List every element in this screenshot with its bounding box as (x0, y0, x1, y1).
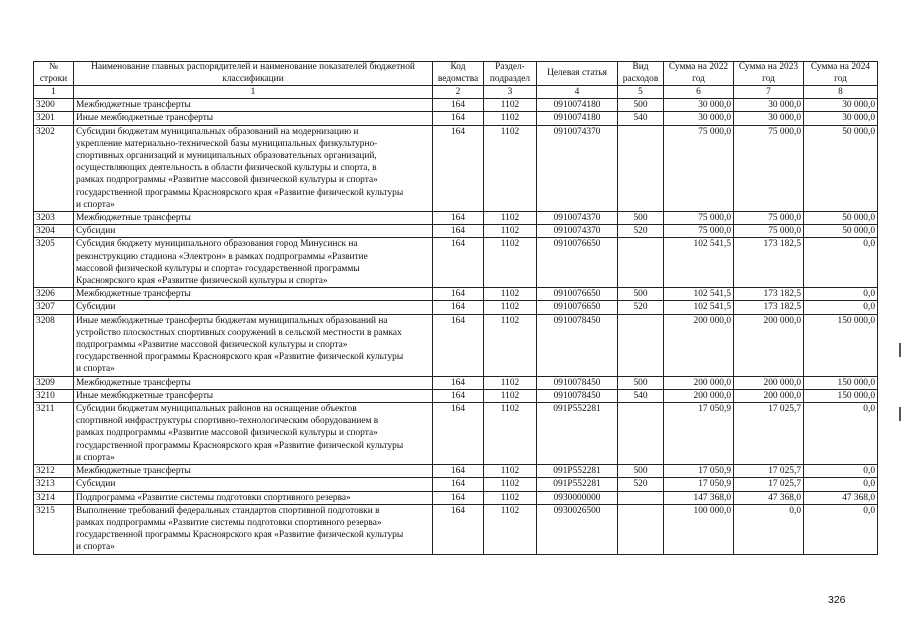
header-sum-2022: Сумма на 2022 год (664, 62, 734, 86)
cell-sum-2022: 102 541,5 (664, 301, 734, 314)
cell-row-no: 3212 (34, 465, 74, 478)
cell-sum-2022: 17 050,9 (664, 478, 734, 491)
cell-dept-code: 164 (433, 465, 484, 478)
header-sum-2024: Сумма на 2024 год (804, 62, 878, 86)
cell-sum-2022: 17 050,9 (664, 403, 734, 465)
cell-sum-2022: 200 000,0 (664, 314, 734, 376)
cell-exp-type: 520 (618, 225, 664, 238)
cell-sum-2023: 30 000,0 (734, 99, 804, 112)
cell-target: 0910074180 (537, 99, 618, 112)
cell-sum-2024: 150 000,0 (804, 314, 878, 376)
cell-dept-code: 164 (433, 288, 484, 301)
cell-name (74, 99, 433, 112)
cell-name (74, 389, 433, 402)
name-line: Красноярского края «Развитие физической культуры и спорта» (76, 276, 328, 287)
name-line: спортивных организаций и муниципальных образовательных организаций, (76, 151, 377, 162)
cell-section: 1102 (484, 112, 537, 125)
cell-sum-2024: 0,0 (804, 301, 878, 314)
cell-sum-2023: 0,0 (734, 504, 804, 554)
name-line: Межбюджетные трансферты (76, 100, 191, 111)
page-number: 326 (828, 594, 846, 606)
cell-name (74, 504, 433, 554)
cell-target: 091P552281 (537, 465, 618, 478)
table-row (34, 238, 878, 288)
cell-target: 0910078450 (537, 314, 618, 376)
cell-name (74, 403, 433, 465)
name-line: Иные межбюджетные трансферты (76, 113, 214, 124)
cell-section: 1102 (484, 301, 537, 314)
cell-sum-2024: 50 000,0 (804, 212, 878, 225)
header-dept-code: Код ведомства (433, 62, 484, 86)
table-body (34, 99, 878, 554)
column-number: 5 (618, 86, 664, 99)
name-line: и спорта» (76, 199, 115, 210)
name-line: Межбюджетные трансферты (76, 289, 191, 300)
cell-name (74, 376, 433, 389)
cell-sum-2024: 0,0 (804, 465, 878, 478)
cell-row-no: 3202 (34, 125, 74, 211)
header-exp-type: Вид расходов (618, 62, 664, 86)
cell-name (74, 478, 433, 491)
table-row (34, 403, 878, 465)
cell-row-no: 3200 (34, 99, 74, 112)
cell-row-no: 3214 (34, 491, 74, 504)
cell-name (74, 212, 433, 225)
table-row (34, 288, 878, 301)
name-line: и спорта» (76, 542, 115, 553)
name-line: Иные межбюджетные трансферты (76, 390, 214, 401)
name-line: и спорта» (76, 452, 115, 463)
name-line: государственной программы Красноярского края «Развитие физической культуры (76, 187, 404, 198)
cell-name (74, 288, 433, 301)
cell-sum-2024: 150 000,0 (804, 389, 878, 402)
cell-sum-2024: 150 000,0 (804, 376, 878, 389)
name-line: Межбюджетные трансферты (76, 466, 191, 477)
cell-sum-2023: 30 000,0 (734, 112, 804, 125)
column-number: 8 (804, 86, 878, 99)
table-row (34, 125, 878, 211)
cell-sum-2022: 75 000,0 (664, 212, 734, 225)
name-line: Субсидия бюджету муниципального образования город Минусинск на (76, 239, 358, 250)
cell-exp-type (618, 403, 664, 465)
table-row (34, 376, 878, 389)
cell-row-no: 3206 (34, 288, 74, 301)
cell-sum-2022: 147 368,0 (664, 491, 734, 504)
cell-sum-2022: 75 000,0 (664, 225, 734, 238)
cell-dept-code: 164 (433, 225, 484, 238)
name-line: Субсидии бюджетам муниципальных образований на модернизацию и (76, 126, 359, 137)
table-row (34, 465, 878, 478)
scan-edge-mark (899, 343, 901, 357)
cell-sum-2023: 200 000,0 (734, 376, 804, 389)
cell-exp-type (618, 491, 664, 504)
cell-name (74, 125, 433, 211)
table-row (34, 389, 878, 402)
name-line: спортивной инфраструктуры спортивно-технологическим оборудованием в (76, 416, 379, 427)
name-line: Субсидии (76, 302, 116, 313)
cell-dept-code: 164 (433, 478, 484, 491)
cell-name (74, 238, 433, 288)
column-number: 1 (74, 86, 433, 99)
cell-sum-2023: 200 000,0 (734, 389, 804, 402)
name-line: устройство плоскостных спортивных сооружений в сельской местности в рамках (76, 327, 402, 338)
name-line: Субсидии (76, 226, 116, 237)
cell-section: 1102 (484, 125, 537, 211)
cell-target: 0910074370 (537, 125, 618, 211)
cell-name (74, 301, 433, 314)
cell-row-no: 3207 (34, 301, 74, 314)
table-row (34, 314, 878, 376)
name-line: и спорта» (76, 364, 115, 375)
cell-exp-type: 500 (618, 212, 664, 225)
column-number: 3 (484, 86, 537, 99)
cell-dept-code: 164 (433, 504, 484, 554)
cell-section: 1102 (484, 376, 537, 389)
column-number-row (34, 86, 878, 99)
cell-target: 0930026500 (537, 504, 618, 554)
cell-exp-type: 540 (618, 112, 664, 125)
cell-name (74, 465, 433, 478)
name-line: государственной программы Красноярского края «Развитие физической культуры (76, 530, 404, 541)
name-line: рамках подпрограммы «Развитие массовой физической культуры и спорта» (76, 175, 378, 186)
cell-dept-code: 164 (433, 238, 484, 288)
cell-exp-type: 500 (618, 465, 664, 478)
cell-row-no: 3205 (34, 238, 74, 288)
name-line: государственной программы Красноярского края «Развитие физической культуры (76, 440, 404, 451)
cell-section: 1102 (484, 99, 537, 112)
cell-dept-code: 164 (433, 125, 484, 211)
cell-sum-2023: 17 025,7 (734, 403, 804, 465)
cell-target: 0910076650 (537, 301, 618, 314)
name-line: реконструкцию стадиона «Электрон» в рамках подпрограммы «Развитие (76, 251, 368, 262)
name-line: укрепление материально-технической базы муниципальных физкультурно- (76, 138, 378, 149)
header-section: Раздел- подраздел (484, 62, 537, 86)
cell-sum-2024: 0,0 (804, 403, 878, 465)
name-line: рамках подпрограммы «Развитие системы подготовки спортивного резерва» (76, 517, 382, 528)
table-row (34, 478, 878, 491)
cell-row-no: 3201 (34, 112, 74, 125)
cell-sum-2022: 200 000,0 (664, 389, 734, 402)
name-line: Выполнение требований федеральных стандартов спортивной подготовки в (76, 505, 380, 516)
name-line: Иные межбюджетные трансферты бюджетам муниципальных образований на (76, 315, 388, 326)
name-line: государственной программы Красноярского края «Развитие физической культуры (76, 352, 404, 363)
cell-target: 0910078450 (537, 376, 618, 389)
name-line: Субсидии (76, 479, 116, 490)
table-row (34, 491, 878, 504)
cell-sum-2023: 200 000,0 (734, 314, 804, 376)
table-row (34, 212, 878, 225)
cell-sum-2024: 0,0 (804, 238, 878, 288)
cell-target: 091P552281 (537, 403, 618, 465)
cell-sum-2022: 100 000,0 (664, 504, 734, 554)
name-line: рамках подпрограммы «Развитие массовой физической культуры и спорта» (76, 428, 378, 439)
cell-exp-type (618, 314, 664, 376)
cell-sum-2024: 0,0 (804, 504, 878, 554)
cell-row-no: 3208 (34, 314, 74, 376)
cell-sum-2023: 173 182,5 (734, 301, 804, 314)
cell-section: 1102 (484, 478, 537, 491)
cell-dept-code: 164 (433, 301, 484, 314)
cell-row-no: 3215 (34, 504, 74, 554)
cell-section: 1102 (484, 238, 537, 288)
cell-section: 1102 (484, 504, 537, 554)
cell-row-no: 3204 (34, 225, 74, 238)
column-number: 2 (433, 86, 484, 99)
header-name: Наименование главных распорядителей и наименование показателей бюджетной классификации (74, 62, 433, 86)
cell-sum-2023: 173 182,5 (734, 288, 804, 301)
cell-dept-code: 164 (433, 376, 484, 389)
cell-section: 1102 (484, 314, 537, 376)
name-line: Межбюджетные трансферты (76, 213, 191, 224)
cell-dept-code: 164 (433, 314, 484, 376)
budget-table (33, 61, 878, 555)
column-number: 7 (734, 86, 804, 99)
cell-sum-2022: 30 000,0 (664, 112, 734, 125)
cell-sum-2023: 47 368,0 (734, 491, 804, 504)
name-line: Субсидии бюджетам муниципальных районов на оснащение объектов (76, 404, 357, 415)
cell-sum-2024: 30 000,0 (804, 99, 878, 112)
name-line: массовой физической культуры и спорта» государственной программы (76, 263, 360, 274)
header-target: Целевая статья (537, 62, 618, 86)
cell-target: 0930000000 (537, 491, 618, 504)
cell-section: 1102 (484, 465, 537, 478)
cell-sum-2023: 75 000,0 (734, 212, 804, 225)
cell-dept-code: 164 (433, 99, 484, 112)
column-number: 4 (537, 86, 618, 99)
cell-target: 0910074370 (537, 225, 618, 238)
cell-sum-2024: 47 368,0 (804, 491, 878, 504)
cell-dept-code: 164 (433, 403, 484, 465)
cell-name (74, 112, 433, 125)
cell-sum-2022: 200 000,0 (664, 376, 734, 389)
cell-target: 091P552281 (537, 478, 618, 491)
cell-target: 0910074370 (537, 212, 618, 225)
cell-row-no: 3213 (34, 478, 74, 491)
cell-exp-type (618, 125, 664, 211)
table-header (34, 62, 878, 99)
cell-section: 1102 (484, 288, 537, 301)
name-line: подпрограммы «Развитие массовой физической культуры и спорта» (76, 340, 348, 351)
cell-exp-type: 500 (618, 376, 664, 389)
cell-section: 1102 (484, 212, 537, 225)
cell-sum-2023: 75 000,0 (734, 225, 804, 238)
cell-exp-type: 540 (618, 389, 664, 402)
cell-row-no: 3203 (34, 212, 74, 225)
cell-exp-type (618, 238, 664, 288)
cell-sum-2023: 173 182,5 (734, 238, 804, 288)
column-number: 1 (34, 86, 74, 99)
cell-dept-code: 164 (433, 389, 484, 402)
cell-target: 0910076650 (537, 238, 618, 288)
cell-row-no: 3211 (34, 403, 74, 465)
cell-row-no: 3210 (34, 389, 74, 402)
cell-sum-2024: 0,0 (804, 288, 878, 301)
header-sum-2023: Сумма на 2023 год (734, 62, 804, 86)
cell-section: 1102 (484, 491, 537, 504)
cell-sum-2022: 17 050,9 (664, 465, 734, 478)
cell-section: 1102 (484, 403, 537, 465)
cell-sum-2022: 75 000,0 (664, 125, 734, 211)
cell-target: 0910074180 (537, 112, 618, 125)
cell-exp-type: 500 (618, 288, 664, 301)
cell-name (74, 491, 433, 504)
cell-exp-type: 520 (618, 478, 664, 491)
cell-sum-2024: 50 000,0 (804, 125, 878, 211)
cell-sum-2022: 30 000,0 (664, 99, 734, 112)
cell-name (74, 225, 433, 238)
header-row-no: № строки (34, 62, 74, 86)
table-row (34, 225, 878, 238)
cell-target: 0910078450 (537, 389, 618, 402)
cell-sum-2024: 50 000,0 (804, 225, 878, 238)
cell-exp-type (618, 504, 664, 554)
table-row (34, 504, 878, 554)
cell-name (74, 314, 433, 376)
scan-edge-mark (899, 407, 901, 421)
name-line: осуществляющих деятельность в области физической культуры и спорта, в (76, 163, 377, 174)
table-row (34, 99, 878, 112)
cell-exp-type: 500 (618, 99, 664, 112)
cell-sum-2022: 102 541,5 (664, 288, 734, 301)
cell-exp-type: 520 (618, 301, 664, 314)
cell-section: 1102 (484, 389, 537, 402)
cell-sum-2023: 75 000,0 (734, 125, 804, 211)
cell-row-no: 3209 (34, 376, 74, 389)
cell-dept-code: 164 (433, 212, 484, 225)
cell-section: 1102 (484, 225, 537, 238)
cell-sum-2023: 17 025,7 (734, 478, 804, 491)
cell-sum-2022: 102 541,5 (664, 238, 734, 288)
column-number: 6 (664, 86, 734, 99)
cell-sum-2024: 30 000,0 (804, 112, 878, 125)
name-line: Подпрограмма «Развитие системы подготовки спортивного резерва» (76, 492, 351, 503)
cell-target: 0910076650 (537, 288, 618, 301)
table-row (34, 112, 878, 125)
table-row (34, 301, 878, 314)
cell-sum-2023: 17 025,7 (734, 465, 804, 478)
cell-dept-code: 164 (433, 491, 484, 504)
cell-sum-2024: 0,0 (804, 478, 878, 491)
name-line: Межбюджетные трансферты (76, 377, 191, 388)
cell-dept-code: 164 (433, 112, 484, 125)
